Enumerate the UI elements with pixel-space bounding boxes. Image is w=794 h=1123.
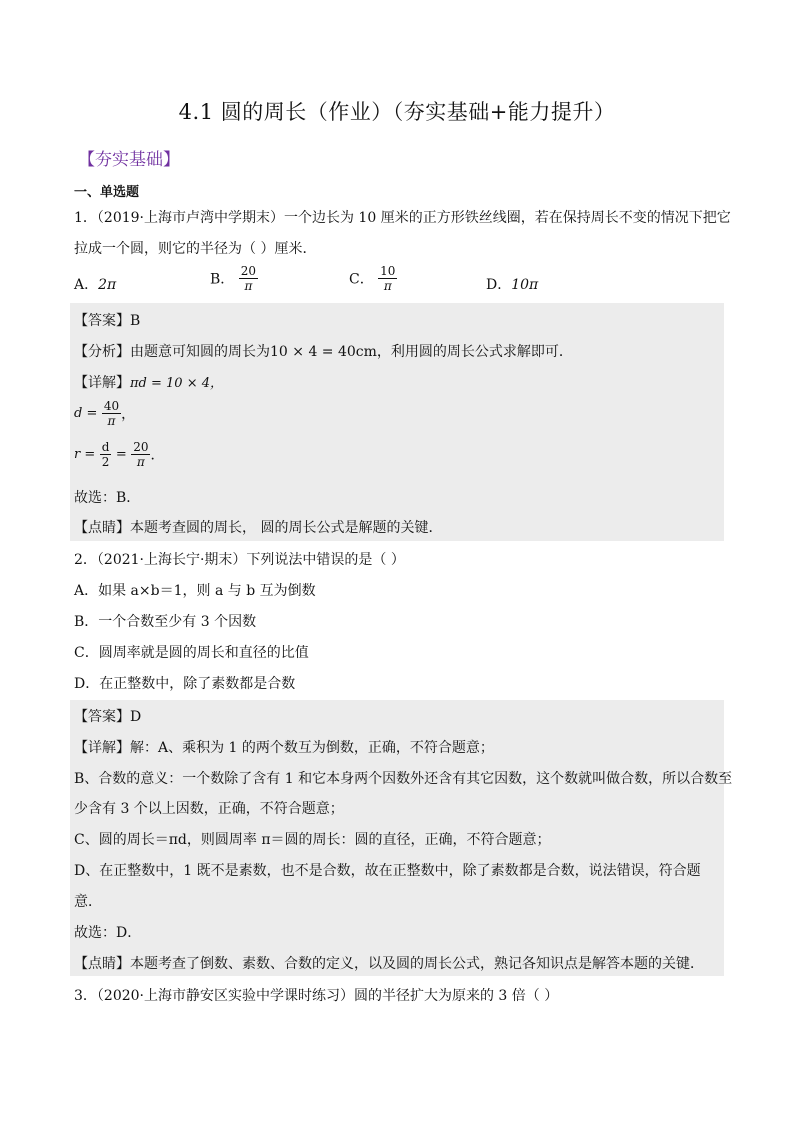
- page-title: 4.1 圆的周长（作业）（夯实基础+能力提升）: [178, 100, 616, 124]
- q2-detail-line2: B、合数的意义：一个数除了含有 1 和它本身两个因数外还含有其它因数，这个数就叫做合数，所以合数至: [74, 771, 733, 787]
- q1-option-c: C． $\frac{10}{\pi}$: [349, 264, 396, 293]
- subsection-heading: 一、单选题: [74, 185, 140, 200]
- q1-analysis: 【分析】由题意可知圆的周长为10 × 4 = 40cm，利用圆的周长公式求解即可．: [74, 344, 573, 360]
- q1-detail-line2: d = $\frac{40}{\pi}$ ，: [74, 399, 136, 428]
- q1-comment: 【点睛】本题考查圆的周长， 圆的周长公式是解题的关键．: [74, 520, 443, 536]
- q2-option-d: D．在正整数中，除了素数都是合数: [74, 676, 296, 692]
- q2-option-c: C．圆周率就是圆的周长和直径的比值: [74, 645, 309, 661]
- q1-detail-line1: 【详解】πd = 10 × 4，: [74, 375, 223, 391]
- q2-option-b: B．一个合数至少有 3 个因数: [74, 614, 257, 630]
- q3-stem: 3．（2020·上海市静安区实验中学课时练习）圆的半径扩大为原来的 3 倍（ ）: [74, 988, 559, 1004]
- q2-choose: 故选：D．: [74, 925, 142, 941]
- q2-detail-line1: 【详解】解：A、乘积为 1 的两个数互为倒数，正确，不符合题意；: [74, 740, 494, 756]
- q1-stem-line1: 1．（2019·上海市卢湾中学期末）一个边长为 10 厘米的正方形铁丝线圈，若在保持周长不变的情况下把它: [74, 210, 731, 226]
- q2-detail-line5: D、在正整数中，1 既不是素数，也不是合数，故在正整数中，除了素数都是合数，说法错误，符合题: [74, 863, 701, 879]
- q2-detail-line3: 少含有 3 个以上因数，正确，不符合题意；: [74, 801, 344, 817]
- section-heading: 【夯实基础】: [78, 150, 180, 170]
- q1-option-b: B． $\frac{20}{\pi}$: [210, 264, 257, 293]
- q2-stem: 2．（2021·上海长宁·期末）下列说法中错误的是（ ）: [74, 552, 405, 568]
- q1-choose: 故选：B．: [74, 490, 141, 506]
- q2-detail-line6: 意．: [74, 894, 102, 910]
- q1-solution-block: [70, 303, 724, 541]
- q1-stem-line2: 拉成一个圆，则它的半径为（ ）厘米．: [74, 241, 317, 257]
- q1-option-d: D．10π: [486, 277, 539, 293]
- q2-detail-line4: C、圆的周长＝πd，则圆周率 π＝圆的周长：圆的直径，正确，不符合题意；: [74, 832, 551, 848]
- q2-answer: 【答案】D: [74, 709, 142, 725]
- q1-detail-line3: r = $\frac{d}{2}$ = $\frac{20}{\pi}$ ．: [74, 440, 165, 469]
- q1-option-a: A．2π: [74, 277, 117, 293]
- q2-comment: 【点睛】本题考查了倒数、素数、合数的定义，以及圆的周长公式，熟记各知识点是解答本题的关键．: [74, 956, 704, 972]
- q1-answer: 【答案】B: [74, 313, 141, 329]
- q2-option-a: A．如果 a×b＝1，则 a 与 b 互为倒数: [74, 583, 316, 599]
